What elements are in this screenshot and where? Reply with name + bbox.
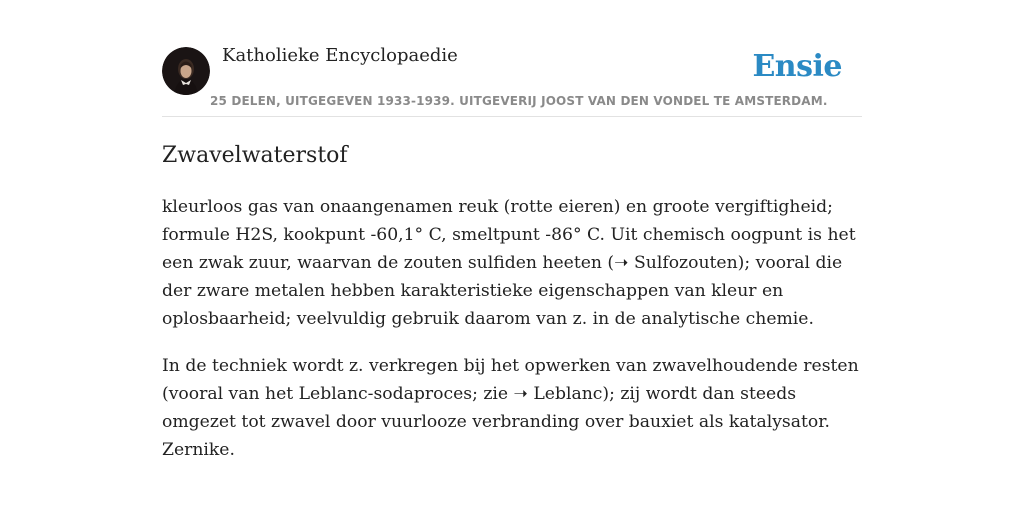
- source-title[interactable]: Katholieke Encyclopaedie: [222, 45, 458, 66]
- brand-logo-link[interactable]: Ensie: [752, 49, 842, 84]
- page-container: [162, 40, 862, 464]
- source-subtitle: 25 DELEN, UITGEGEVEN 1933-1939. UITGEVERIJ JOOST VAN DEN VONDEL TE AMSTERDAM.: [210, 94, 828, 108]
- portrait-avatar-icon[interactable]: [162, 47, 210, 95]
- entry-paragraph-2: In de techniek wordt z. verkregen bij het opwerken van zwavelhoudende resten (vooral van het Leblanc-sodaproces; zie ➝ Leblanc); zij wordt dan steeds omgezet tot zwavel door vuurlooze verbranding over bauxiet als katalysator. Zernike.: [162, 356, 859, 460]
- source-header: [162, 40, 862, 117]
- entry-paragraph-1: kleurloos gas van onaangenamen reuk (rotte eieren) en groote vergiftigheid; formule H2S, kookpunt -60,1° C, smeltpunt -86° C. Uit chemisch oogpunt is het een zwak zuur, waarvan de zouten sulfiden heeten (➝ Sulfozouten); vooral die der zware metalen hebben karakteristieke eigenschappen van kleur en oplosbaarheid; veelvuldig gebruik daarom van z. in de analytische chemie.: [162, 197, 856, 329]
- entry-title: Zwavelwaterstof: [162, 143, 348, 168]
